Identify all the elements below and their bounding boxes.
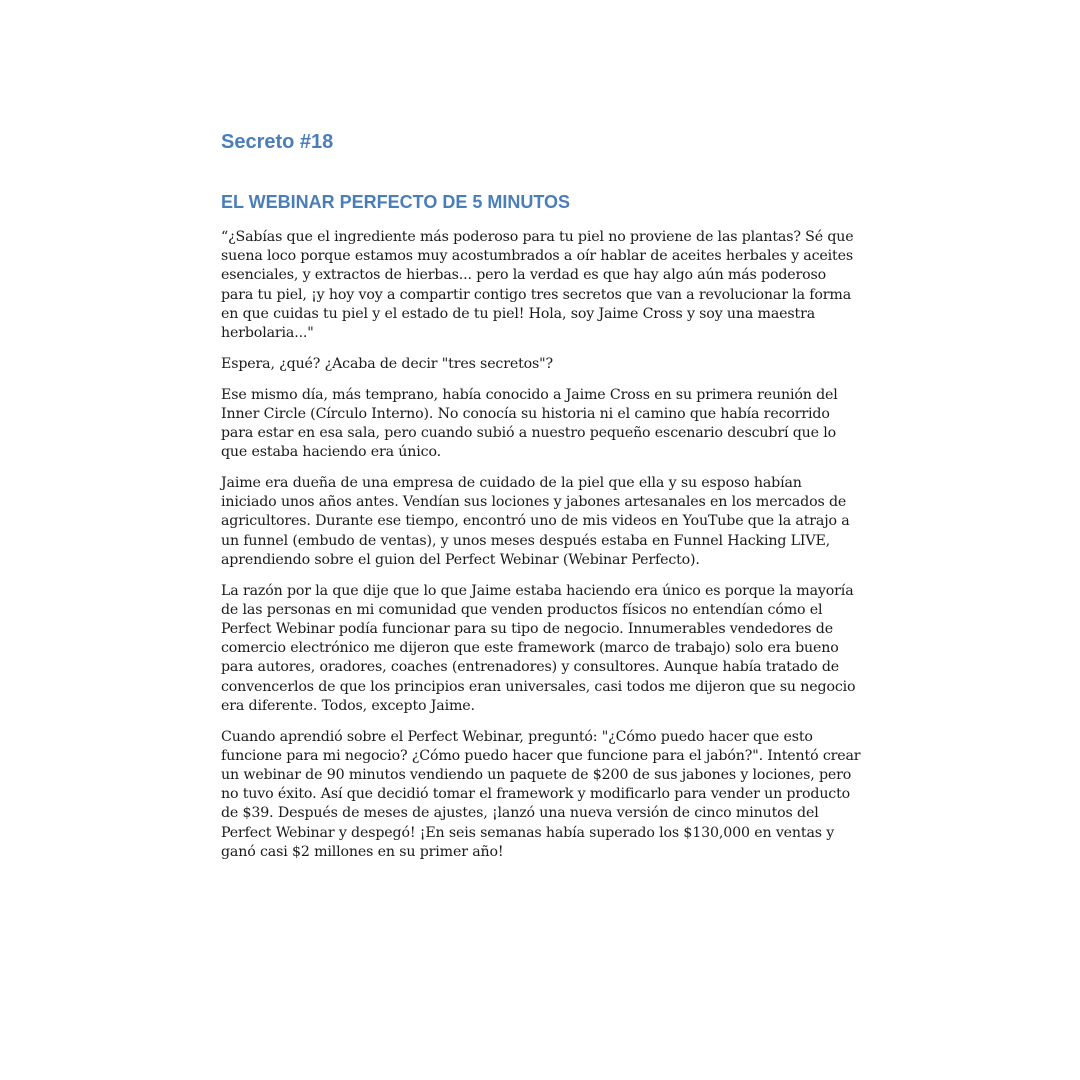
paragraph: Cuando aprendió sobre el Perfect Webinar, preguntó: "¿Cómo puedo hacer que esto funcione para mi negocio? ¿Cómo puedo hacer que funcione para el jabón?". Intentó crear un webinar de 90 minutos vendiendo un paquete de $200 de sus jabones y lociones, pero no tuvo éxito. Así que decidió tomar el framework y modificarlo para vender un producto de $39. Después de meses de ajustes, ¡lanzó una nueva versión de cinco minutos del Perfect Webinar y despegó! ¡En seis semanas había superado los $130,000 en ventas y ganó casi $2 millones en su primer año! <box>221 728 861 860</box>
paragraph: Espera, ¿qué? ¿Acaba de decir "tres secretos"? <box>221 355 554 372</box>
chapter-title: EL WEBINAR PERFECTO DE 5 MINUTOS <box>221 192 571 212</box>
page-content <box>221 128 861 874</box>
secret-label: Secreto #18 <box>221 131 334 153</box>
paragraph: Jaime era dueña de una empresa de cuidado de la piel que ella y su esposo habían iniciado unos años antes. Vendían sus lociones y jabones artesanales en los mercados de agricultores. Durante ese tiempo, encontró uno de mis videos en YouTube que la atrajo a un funnel (embudo de ventas), y unos meses después estaba en Funnel Hacking LIVE, aprendiendo sobre el guion del Perfect Webinar (Webinar Perfecto). <box>221 475 850 568</box>
paragraph: Ese mismo día, más temprano, había conocido a Jaime Cross en su primera reunión del Inner Circle (Círculo Interno). No conocía su historia ni el camino que había recorrido para estar en esa sala, pero cuando subió a nuestro pequeño escenario descubrí que lo que estaba haciendo era único. <box>221 386 838 461</box>
paragraph: “¿Sabías que el ingrediente más poderoso para tu piel no proviene de las plantas? Sé que suena loco porque estamos muy acostumbrados a oír hablar de aceites herbales y aceites esenciales, y extractos de hierbas... pero la verdad es que hay algo aún más poderoso para tu piel, ¡y hoy voy a compartir contigo tres secretos que van a revolucionar la forma en que cuidas tu piel y el estado de tu piel! Hola, soy Jaime Cross y soy una maestra herbolaria..." <box>221 229 854 342</box>
paragraph: La razón por la que dije que lo que Jaime estaba haciendo era único es porque la mayoría de las personas en mi comunidad que venden productos físicos no entendían cómo el Perfect Webinar podía funcionar para su tipo de negocio. Innumerables vendedores de comercio electrónico me dijeron que este framework (marco de trabajo) solo era bueno para autores, oradores, coaches (entrenadores) y consultores. Aunque había tratado de convencerlos de que los principios eran universales, casi todos me dijeron que su negocio era diferente. Todos, excepto Jaime. <box>221 582 856 714</box>
body-text <box>221 228 861 862</box>
